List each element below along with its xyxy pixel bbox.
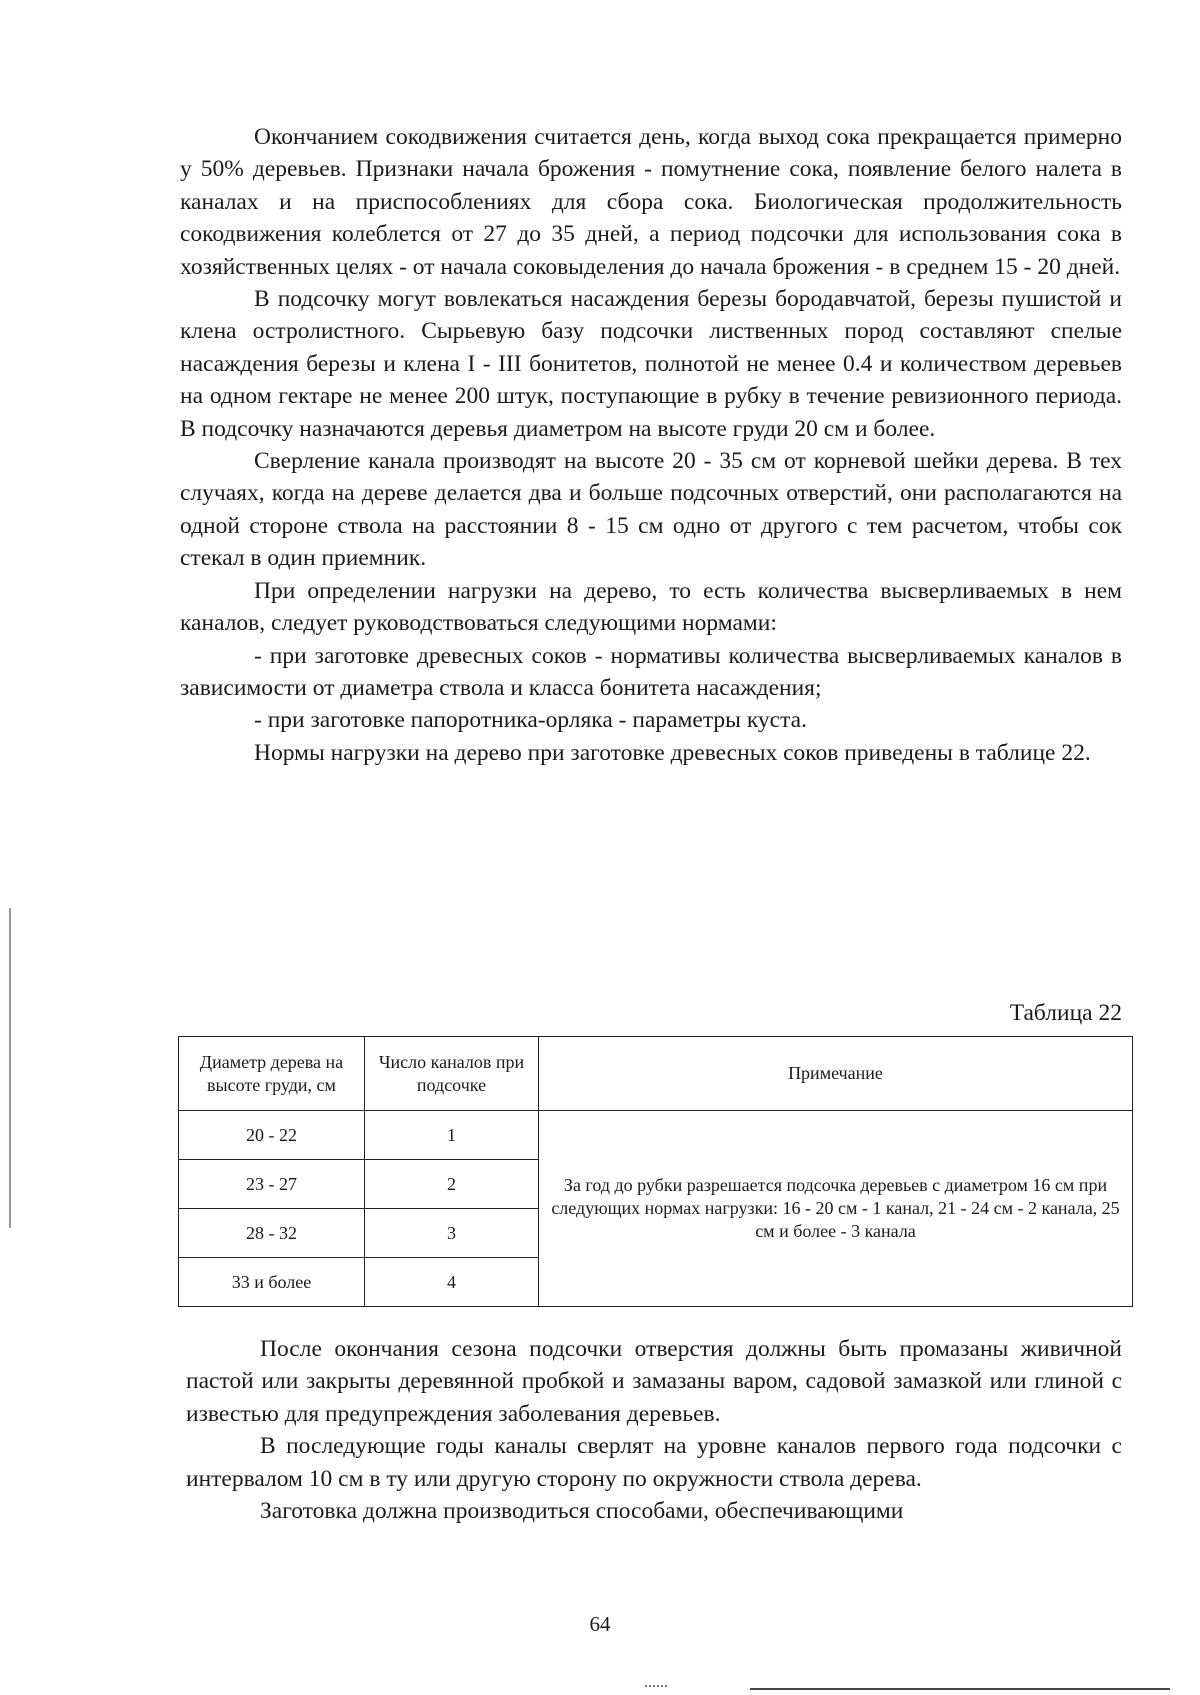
header-note: Примечание [539, 1037, 1133, 1111]
cell-channels: 3 [365, 1209, 539, 1258]
paragraph-table-reference: Нормы нагрузки на дерево при заготовке древесных соков приведены в таблице 22. [254, 739, 1091, 766]
paragraph-load-norms-intro: При определении нагрузки на дерево, то есть количества высверливаемых в нем каналов, следует руководствоваться следующими нормами: [180, 577, 1122, 637]
table-row [179, 1111, 1133, 1160]
table-header-row [179, 1037, 1133, 1111]
header-channels: Число каналов при подсочке [365, 1037, 539, 1111]
page-number: 64 [589, 1612, 611, 1636]
paragraph-following-years: В последующие годы каналы сверлят на уровне каналов первого года подсочки с интервалом 10 см в ту или другую сторону по окружности ствола дерева. [186, 1433, 1122, 1492]
scan-margin-line [9, 908, 11, 1228]
paragraph-tapping-stands: В подсочку могут вовлекаться насаждения березы бородавчатой, березы пушистой и клена остролистного. Сырьевую базу подсочки лиственных пород составляют спелые насаждения березы и клена I - III бонитетов, полнотой не менее 0.4 и количеством деревьев на одном гектаре не менее 200 штук, поступающие в рубку в течение ревизионного периода. В подсочку назначаются деревья диаметром на высоте груди 20 см и более. [180, 286, 1122, 442]
paragraph-season-end: После окончания сезона подсочки отверстия должны быть промазаны живичной пастой или закрыты деревянной пробкой и замазаны варом, садовой замазкой или глиной с известью для предупреждения заболевания деревьев. [186, 1336, 1122, 1427]
body-text-top [180, 121, 1122, 769]
table-caption: Таблица 22 [1009, 1000, 1122, 1026]
body-text-bottom [186, 1333, 1122, 1527]
cell-diameter: 20 - 22 [179, 1111, 365, 1160]
cell-channels: 1 [365, 1111, 539, 1160]
cell-channels: 2 [365, 1160, 539, 1209]
header-diameter: Диаметр дерева на высоте груди, см [179, 1037, 365, 1111]
cell-diameter: 28 - 32 [179, 1209, 365, 1258]
cell-diameter: 33 и более [179, 1258, 365, 1307]
paragraph-drilling-height: Сверление канала производят на высоте 20 - 35 см от корневой шейки дерева. В тех случаях, когда на дереве делается два и больше подсочных отверстий, они располагаются на одной стороне ствола на расстоянии 8 - 15 см одно от другого с тем расчетом, чтобы сок стекал в один приемник. [180, 448, 1122, 572]
load-norms-table [178, 1036, 1133, 1307]
footer-rule-line [750, 1688, 1170, 1690]
footer-dash-mark [645, 1685, 667, 1688]
paragraph-norms-fern: - при заготовке папоротника-орляка - параметры куста. [254, 707, 807, 734]
cell-note: За год до рубки разрешается подсочка деревьев с диаметром 16 см при следующих нормах нагрузки: 16 - 20 см - 1 канал, 21 - 24 см - 2 канала, 25 см и более - 3 канала [539, 1111, 1133, 1307]
paragraph-sap-flow-end: Окончанием сокодвижения считается день, когда выход сока прекращается примерно у 50% деревьев. Признаки начала брожения - помутнение сока, появление белого налета в каналах и на приспособлениях для сбора сока. Биологическая продолжительность сокодвижения колеблется от 27 до 35 дней, а период подсочки для использования сока в хозяйственных целях - от начала соковыделения до начала брожения - в среднем 15 - 20 дней. [180, 124, 1122, 280]
cell-diameter: 23 - 27 [179, 1160, 365, 1209]
paragraph-norms-sap: - при заготовке древесных соков - нормативы количества высверливаемых каналов в зависимости от диаметра ствола и класса бонитета насаждения; [180, 642, 1122, 701]
paragraph-harvest-methods: Заготовка должна производиться способами, обеспечивающими [260, 1498, 904, 1525]
cell-channels: 4 [365, 1258, 539, 1307]
